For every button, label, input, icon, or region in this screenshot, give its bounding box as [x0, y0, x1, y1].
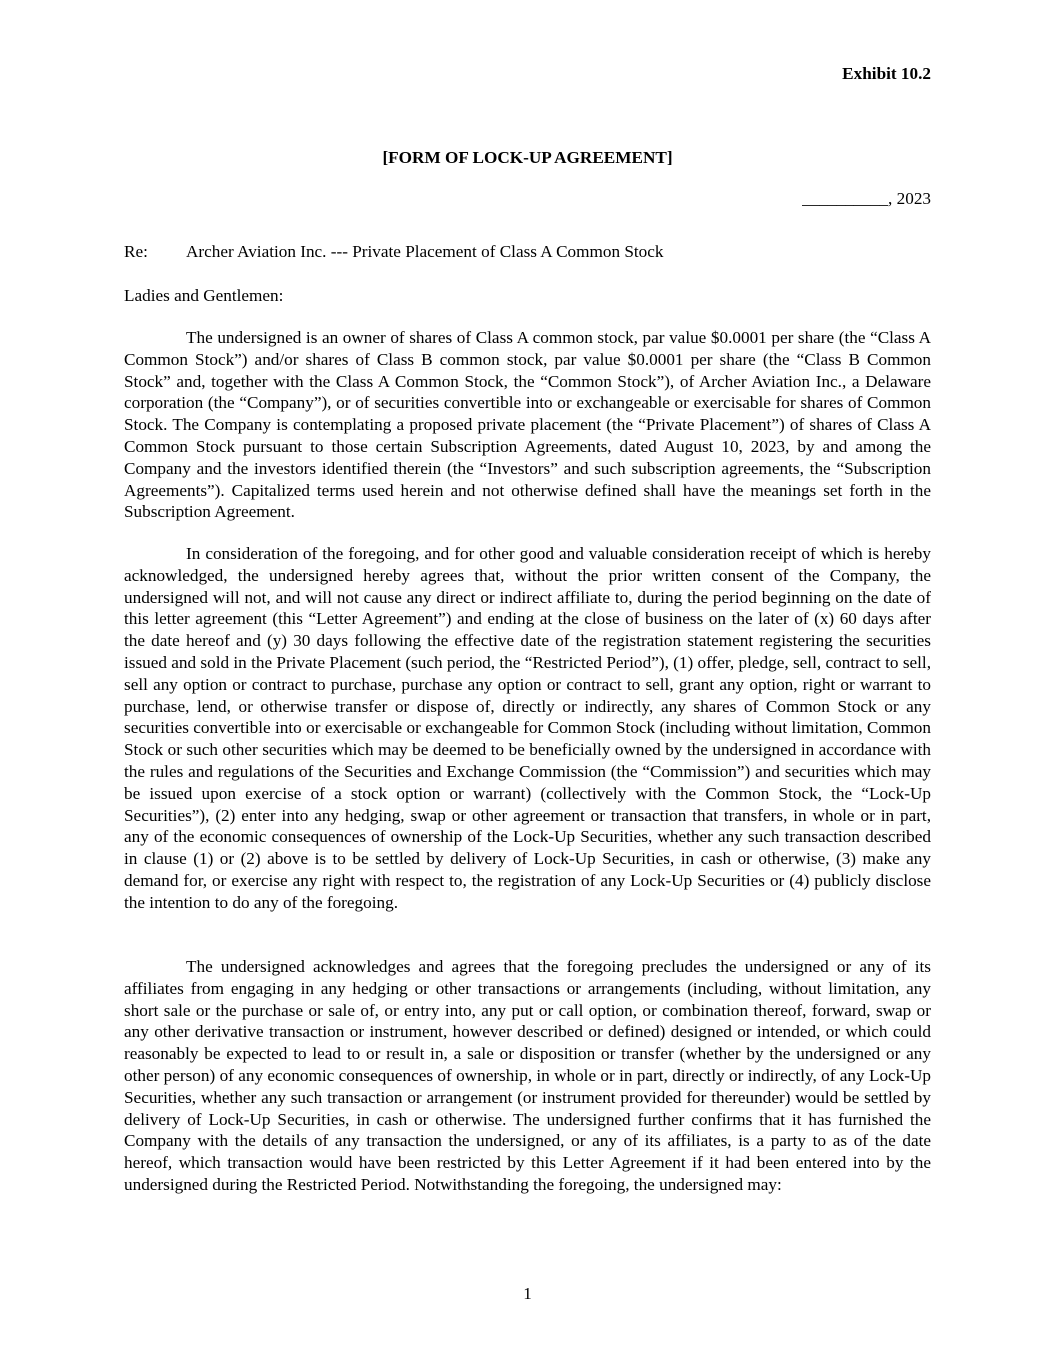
document-title: [FORM OF LOCK-UP AGREEMENT] — [382, 148, 673, 167]
date-line: __________, 2023 — [802, 189, 931, 208]
salutation: Ladies and Gentlemen: — [124, 286, 284, 305]
exhibit-label: Exhibit 10.2 — [842, 64, 931, 83]
paragraph-2: In consideration of the foregoing, and for other good and valuable consideration receipt of which is hereby acknowledged, the undersigned hereby agrees that, without the prior written consent of the Company, the undersigned will not, and will not cause any direct or indirect affiliate to, during the period beginning on the date of this letter agreement (this “Letter Agreement”) and ending at the close of business on the later of (x) 60 days after the date hereof and (y) 30 days following the effective date of the registration statement registering the securities issued and sold in the Private Placement (such period, the “Restricted Period”), (1) offer, pledge, sell, contract to sell, sell any option or contract to purchase, purchase any option or contract to sell, grant any option, right or warrant to purchase, lend, or otherwise transfer or dispose of, directly or indirectly, any shares of Common Stock or any securities convertible into or exercisable or exchangeable for Common Stock (including without limitation, Common Stock or such other securities which may be deemed to be beneficially owned by the undersigned in accordance with the rules and regulations of the Securities and Exchange Commission (the “Commission”) and securities which may be issued upon exercise of a stock option or warrant) (collectively with the Common Stock, the “Lock-Up Securities”), (2) enter into any hedging, swap or other agreement or transaction that transfers, in whole or in part, any of the economic consequences of ownership of the Lock-Up Securities, whether any such transaction described in clause (1) or (2) above is to be settled by delivery of Lock-Up Securities, in cash or otherwise, (3) make any demand for, or exercise any right with respect to, the registration of any Lock-Up Securities or (4) publicly disclose the intention to do any of the foregoing. — [124, 544, 931, 912]
paragraph-1: The undersigned is an owner of shares of Class A common stock, par value $0.0001 per share (the “Class A Common Stock”) and/or shares of Class B common stock, par value $0.0001 per share (the “Class B Common Stock” and, together with the Class A Common Stock, the “Common Stock”), of Archer Aviation Inc., a Delaware corporation (the “Company”), or of securities convertible into or exchangeable or exercisable for shares of Common Stock. The Company is contemplating a proposed private placement (the “Private Placement”) of shares of Class A Common Stock pursuant to those certain Subscription Agreements, dated August 10, 2023, by and among the Company and the investors identified therein (the “Investors” and such subscription agreements, the “Subscription Agreements”). Capitalized terms used herein and not otherwise defined shall have the meanings set forth in the Subscription Agreement. — [124, 328, 931, 522]
paragraph-3: The undersigned acknowledges and agrees that the foregoing precludes the undersigned or any of its affiliates from engaging in any hedging or other transactions or arrangements (including, without limitation, any short sale or the purchase or sale of, or entry into, any put or call option, or combination thereof, forward, swap or any other derivative transaction or instrument, however described or defined) designed or intended, or which could reasonably be expected to lead to or result in, a sale or disposition or transfer (whether by the undersigned or any other person) of any economic consequences of ownership, in whole or in part, directly or indirectly, of any Lock-Up Securities, whether any such transaction or arrangement (or instrument provided for thereunder) would be settled by delivery of Lock-Up Securities, in cash or otherwise. The undersigned further confirms that it has furnished the Company with the details of any transaction the undersigned, or any of its affiliates, is a party to as of the date hereof, which transaction would have been restricted by this Letter Agreement if it had been entered into by the undersigned during the Restricted Period. Notwithstanding the foregoing, the undersigned may: — [124, 957, 931, 1194]
page-number: 1 — [523, 1284, 532, 1303]
re-label: Re: — [124, 242, 148, 261]
re-subject: Archer Aviation Inc. --- Private Placement of Class A Common Stock — [186, 242, 664, 261]
re-line — [124, 241, 664, 263]
